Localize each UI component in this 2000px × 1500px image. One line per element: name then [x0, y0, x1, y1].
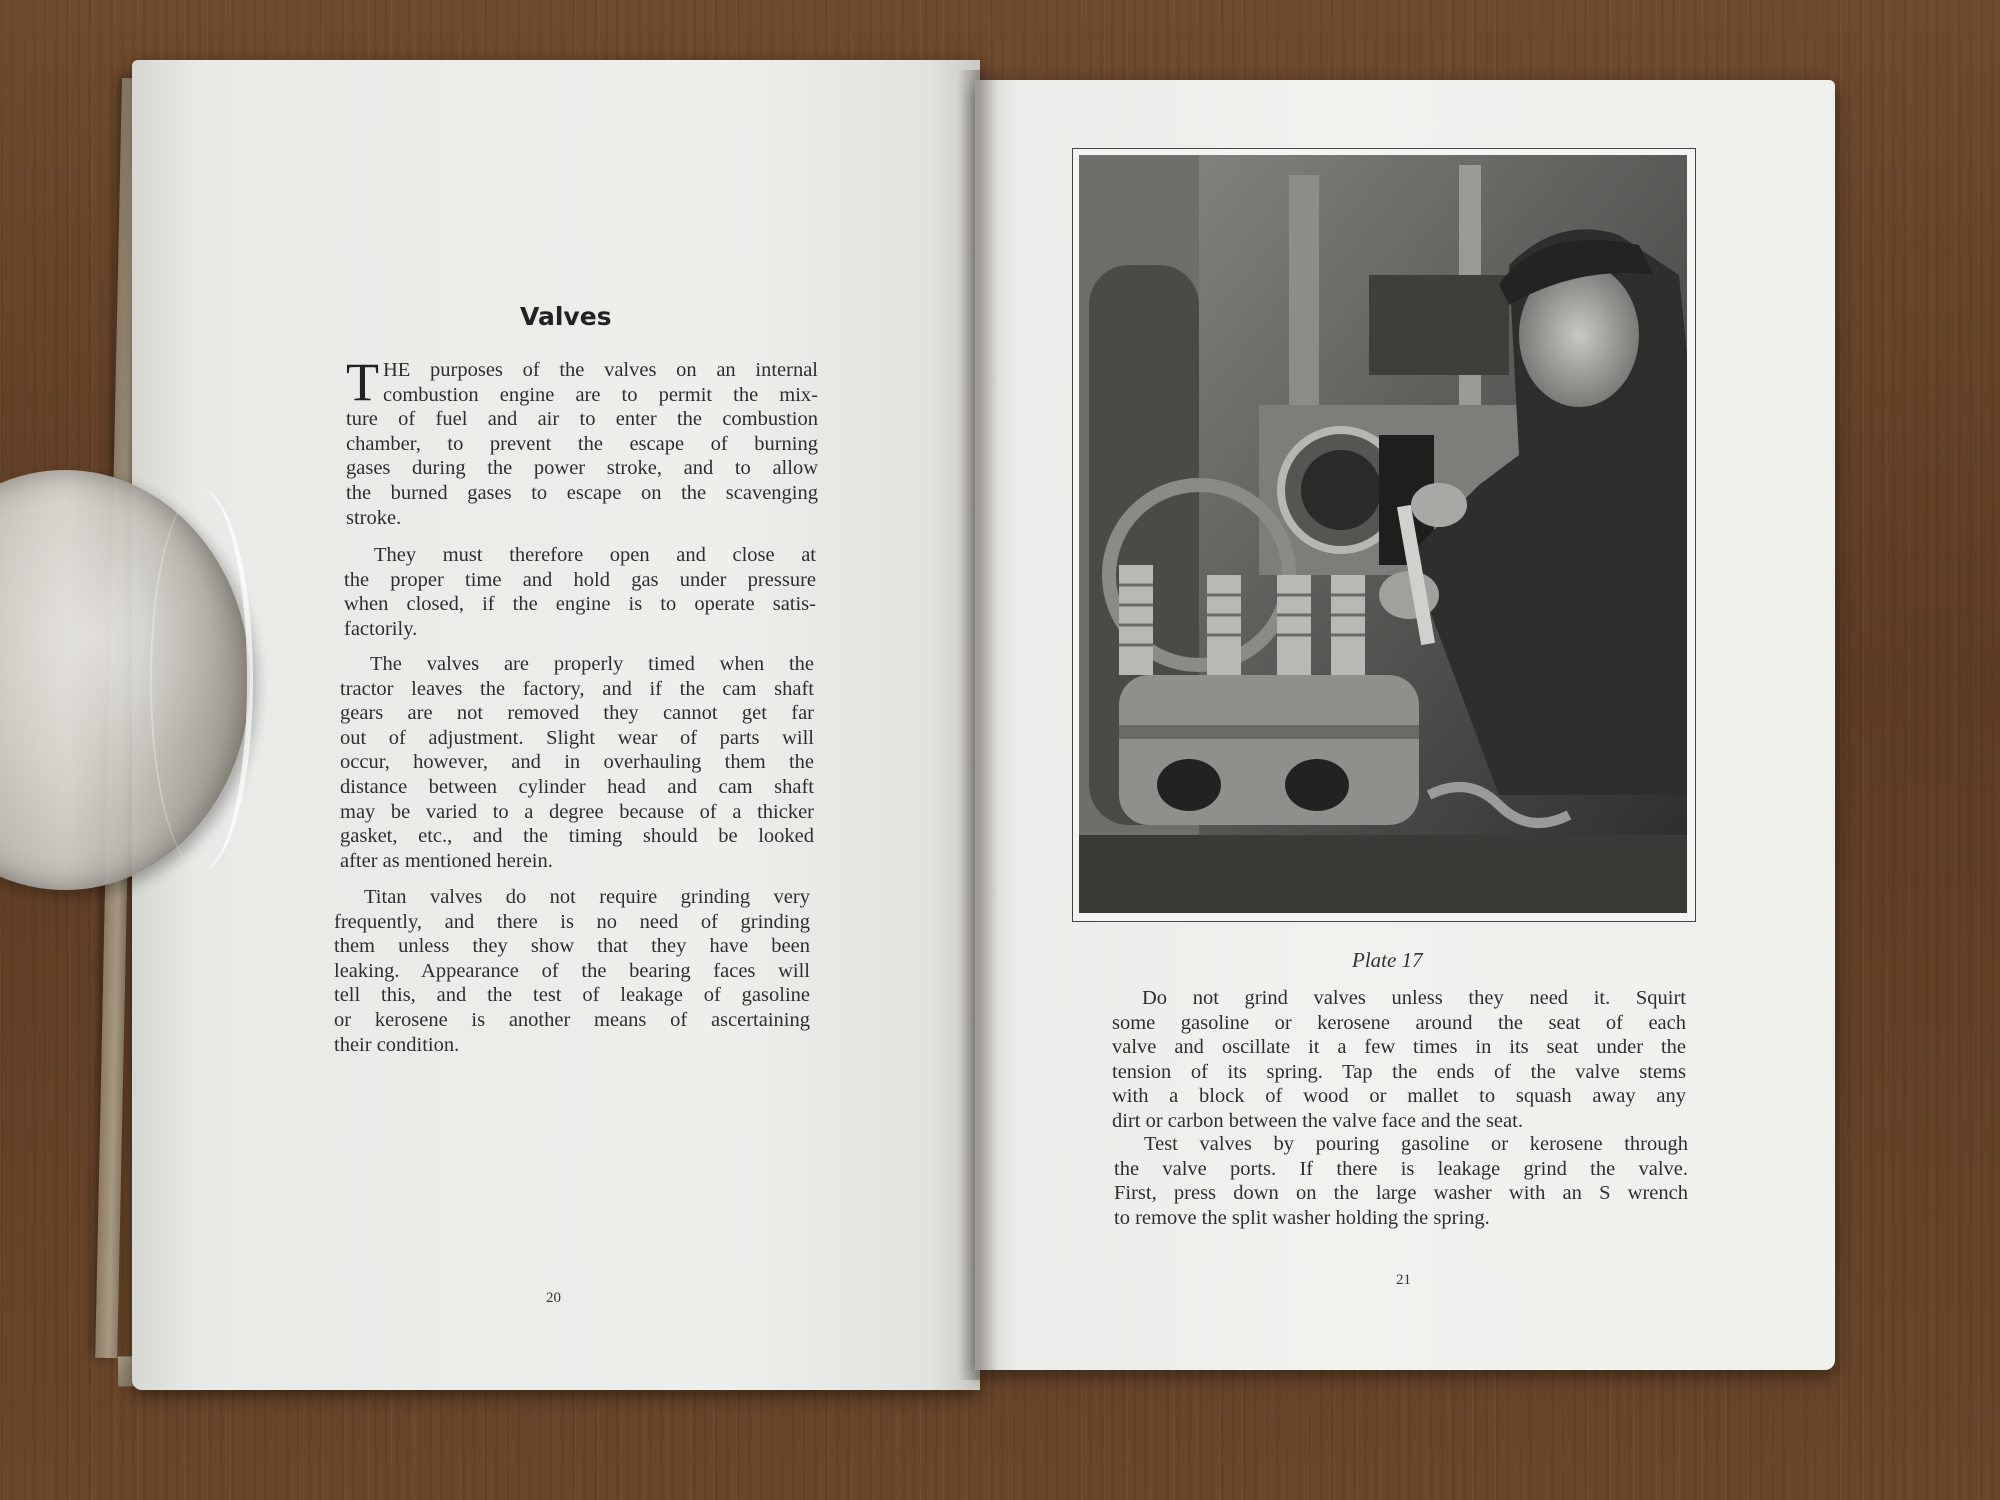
text-line: dirt or carbon between the valve face and the seat. — [1112, 1109, 1523, 1132]
text-line: to remove the split washer holding the spring. — [1114, 1206, 1490, 1229]
text-line: Do not grind valves unless they need it. Squirt — [1142, 987, 1686, 1009]
left-paragraph-3 — [340, 652, 814, 873]
text-line: out of adjustment. Slight wear of parts will — [340, 726, 814, 749]
text-line: tell this, and the test of leakage of gasoline — [334, 984, 810, 1007]
text-line: may be varied to a degree because of a thicker — [340, 800, 814, 823]
text-line: ture of fuel and air to enter the combustion — [346, 408, 818, 431]
text-line: the burned gases to escape on the scavenging — [346, 481, 818, 504]
text-line: when closed, if the engine is to operate satis- — [344, 593, 816, 616]
text-line: with a block of wood or mallet to squash away any — [1112, 1085, 1686, 1108]
mechanic-engine-photo — [1079, 155, 1687, 913]
page-number-right: 21 — [1396, 1272, 1411, 1288]
page-number-left: 20 — [546, 1290, 561, 1306]
section-heading: Valves — [520, 302, 612, 331]
text-line: The valves are properly timed when the — [370, 653, 814, 675]
plate-caption: Plate 17 — [1352, 948, 1423, 972]
text-line: combustion engine are to permit the mix- — [383, 383, 818, 406]
left-paragraph-2 — [344, 543, 816, 641]
text-line: the proper time and hold gas under pressure — [344, 568, 816, 591]
text-line: First, press down on the large washer with an S wrench — [1114, 1182, 1688, 1205]
text-line: the valve ports. If there is leakage grind the valve. — [1114, 1157, 1688, 1180]
text-line: chamber, to prevent the escape of burning — [346, 432, 818, 455]
text-line: valve and oscillate it a few times in its seat under the — [1112, 1036, 1686, 1059]
text-line: tension of its spring. Tap the ends of the valve stems — [1112, 1060, 1686, 1083]
text-line: distance between cylinder head and cam shaft — [340, 775, 814, 798]
plate-photograph — [1072, 148, 1696, 922]
text-line: factorily. — [344, 617, 418, 640]
glass-rim-highlight — [150, 490, 253, 870]
right-paragraph-2 — [1114, 1132, 1688, 1230]
text-line: gears are not removed they cannot get far — [340, 702, 814, 725]
text-line: leaking. Appearance of the bearing faces will — [334, 959, 810, 982]
text-line: Titan valves do not require grinding very — [364, 886, 810, 908]
text-line: after as mentioned herein. — [340, 849, 553, 872]
text-line: Test valves by pouring gasoline or kerosene through — [1144, 1133, 1688, 1155]
drop-cap: T — [346, 352, 379, 412]
text-line: They must therefore open and close at — [374, 544, 816, 566]
text-line: their condition. — [334, 1033, 460, 1056]
text-line: gasket, etc., and the timing should be looked — [340, 825, 814, 848]
text-line: gases during the power stroke, and to allow — [346, 457, 818, 480]
text-line: occur, however, and in overhauling them the — [340, 751, 814, 774]
book-gutter — [958, 70, 998, 1380]
text-line: them unless they show that they have been — [334, 935, 810, 958]
left-paragraph-4 — [334, 885, 810, 1057]
text-line: stroke. — [346, 506, 402, 529]
text-line: frequently, and there is no need of grinding — [334, 910, 810, 933]
text-line: or kerosene is another means of ascertaining — [334, 1008, 810, 1031]
text-line: tractor leaves the factory, and if the cam shaft — [340, 677, 814, 700]
text-line: some gasoline or kerosene around the seat of each — [1112, 1011, 1686, 1034]
text-line: HE purposes of the valves on an internal — [383, 359, 818, 381]
left-paragraph-1 — [346, 352, 818, 530]
right-paragraph-1 — [1112, 986, 1686, 1134]
